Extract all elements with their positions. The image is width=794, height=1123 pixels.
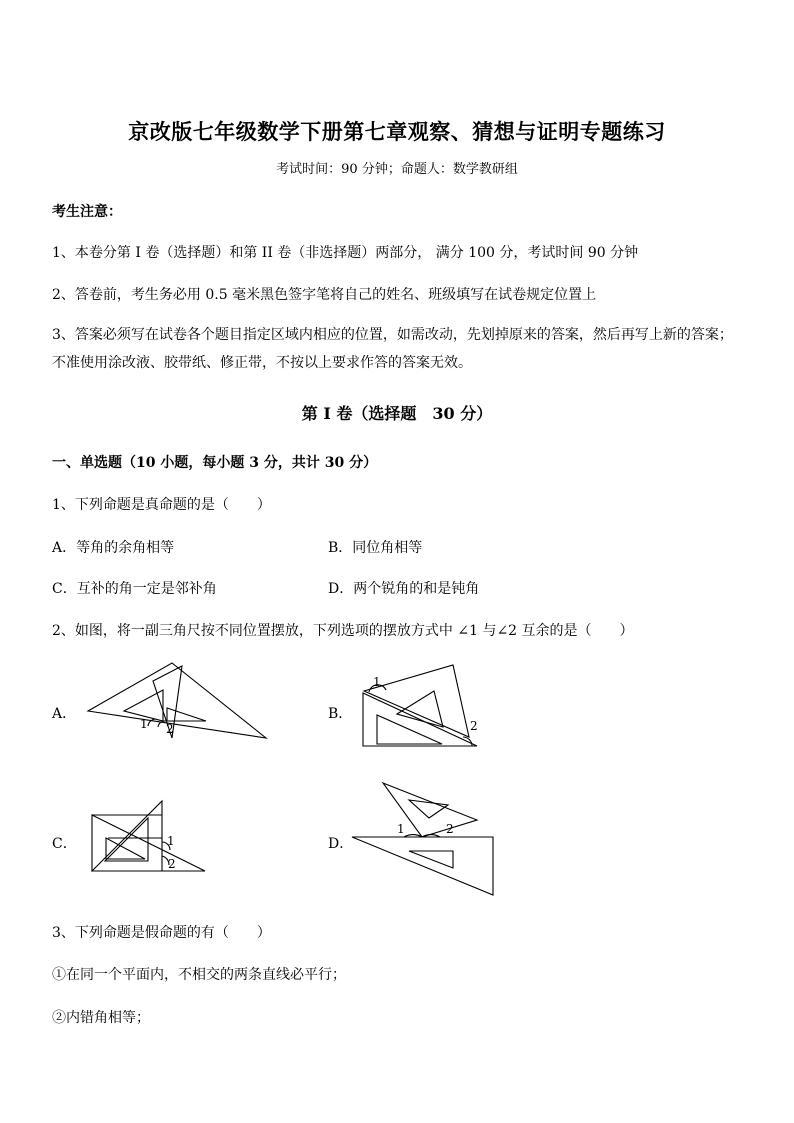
angle-1-label: 1 [397, 822, 405, 836]
angle-2-label: 2 [470, 719, 478, 733]
exam-info: 考试时间：90 分钟；命题人：数学教研组 [276, 162, 518, 177]
question-2-option-d-label: D． [328, 836, 354, 852]
question-3-statement-1: ①在同一个平面内，不相交的两条直线必平行； [52, 967, 346, 983]
question-3-stem: 3、下列命题是假命题的有（ ） [52, 925, 271, 941]
question-2-option-a-label: A． [52, 706, 77, 722]
angle-2-label: 2 [166, 722, 174, 736]
question-1-stem: 1、下列命题是真命题的是（ ） [52, 497, 271, 513]
question-2-option-c-label: C． [52, 836, 77, 852]
question-2-option-b-label: B． [328, 706, 353, 722]
question-3-statement-2: ②内错角相等； [52, 1010, 150, 1026]
notice-item-3: 3、答案必须写在试卷各个题目指定区域内相应的位置，如需改动，先划掉原来的答案，然后再写上新的答案；不准使用涂改液、胶带纸、修正带，不按以上要求作答的答案无效。 [52, 327, 733, 371]
angle-2-label: 2 [446, 822, 454, 836]
page-title: 京改版七年级数学下册第七章观察、猜想与证明专题练习 [128, 119, 666, 144]
question-1-option-c: C．互补的角一定是邻补角 [52, 581, 217, 597]
question-1-option-b: B．同位角相等 [328, 540, 423, 556]
part-heading: 一、单选题（10 小题，每小题 3 分，共计 30 分） [52, 455, 378, 471]
angle-2-label: 2 [168, 857, 176, 871]
section-title: 第 I 卷（选择题 30 分） [301, 404, 493, 423]
question-1-option-a: A．等角的余角相等 [52, 540, 175, 556]
notice-heading: 考生注意： [52, 204, 122, 220]
angle-1-label: 1 [140, 717, 148, 731]
question-2-stem: 2、如图，将一副三角尺按不同位置摆放，下列选项的摆放方式中 ∠1 与∠2 互余的是（ ） [52, 623, 634, 639]
notice-item-2: 2、答卷前，考生务必用 0.5 毫米黑色签字笔将自己的姓名、班级填写在试卷规定位置上 [52, 287, 597, 303]
angle-1-label: 1 [167, 834, 175, 848]
question-1-option-d: D．两个锐角的和是钝角 [328, 581, 480, 597]
notice-item-1: 1、本卷分第 I 卷（选择题）和第 II 卷（非选择题）两部分， 满分 100 分，考试时间 90 分钟 [52, 245, 639, 261]
angle-1-label: 1 [373, 675, 381, 689]
